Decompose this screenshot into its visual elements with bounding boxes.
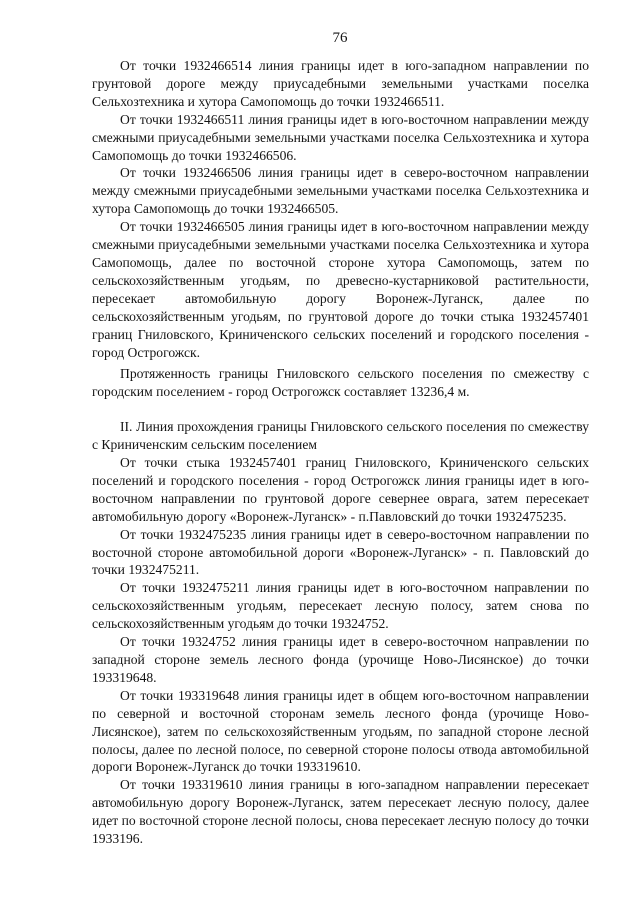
paragraph: От точки 1932475211 линия границы идет в юго-восточном направлении по сельскохозяйственным угодьям, пересекает лесную полосу, затем снова по сельскохозяйственным угодьям до точки 19324752. [92,580,589,632]
paragraph: От точки 1932466511 линия границы идет в юго-восточном направлении между смежными приусадебными земельными участками поселка Сельхозтехника и хутора Самопомощь до точки 1932466506. [92,111,589,163]
section-heading: II. Линия прохождения границы Гниловского сельского поселения по смежеству с Криниченским сельским поселением [92,419,589,453]
paragraph: От точки 1932466505 линия границы идет в юго-восточном направлении между смежными приусадебными земельными участками поселка Сельхозтехника и хутора Самопомощь, далее по восточной стороне хутора Самопомощь, затем по сельскохозяйственным угодьям, по древесно-кустарниковой растительности, пересекает автомобильную дорогу Воронеж-Луганск, далее по сельскохозяйственным угодьям, по грунтовой дороге до точки стыка 1932457401 границ Гниловского, Криниченского сельских поселений и городского поселения - город Острогожск. [92,219,589,360]
document-body [92,57,589,848]
paragraph: От точки 19324752 линия границы идет в северо-восточном направлении по западной стороне земель лесного фонда (урочище Ново-Лисянское) до точки 193319648. [92,634,589,685]
paragraph: От точки стыка 1932457401 границ Гниловского, Криниченского сельских поселений и городского поселения - город Острогожск линия границы идет в юго-восточном направлении по грунтовой дороге севернее оврага, затем пересекает автомобильную дорогу «Воронеж-Луганск» - п.Павловский до точки 1932475235. [92,455,589,524]
paragraph: От точки 193319648 линия границы идет в общем юго-восточном направлении по северной и восточной сторонам земель лесного фонда (урочище Ново-Лисянское), затем по сельскохозяйственным угодьям, по западной стороне лесной полосы, далее по лесной полосе, по северной стороне полосы отвода автомобильной дороги Воронеж-Луганск до точки 193319610. [92,687,589,775]
paragraph: От точки 1932475235 линия границы идет в северо-восточном направлении по восточной стороне автомобильной дороги «Воронеж-Луганск» - п. Павловский до точки 1932475211. [92,526,589,578]
page-number: 76 [332,30,348,46]
paragraph: От точки 1932466506 линия границы идет в северо-восточном направлении между смежными приусадебными земельными участками поселка Сельхозтехника и хутора Самопомощь до точки 1932466505. [92,165,589,217]
paragraph: Протяженность границы Гниловского сельского поселения по смежеству с городским поселением - город Острогожск составляет 13236,4 м. [92,366,589,400]
paragraph: От точки 193319610 линия границы в юго-западном направлении пересекает автомобильную дорогу Воронеж-Луганск, затем пересекает лесную полосу, далее идет по восточной стороне лесной полосы, снова пересекает лесную полосу до точки 1933196. [92,777,589,847]
paragraph: От точки 1932466514 линия границы идет в юго-западном направлении по грунтовой дороге между приусадебными земельными участками поселка Сельхозтехника и хутора Самопомощь до точки 1932466511. [92,58,589,109]
